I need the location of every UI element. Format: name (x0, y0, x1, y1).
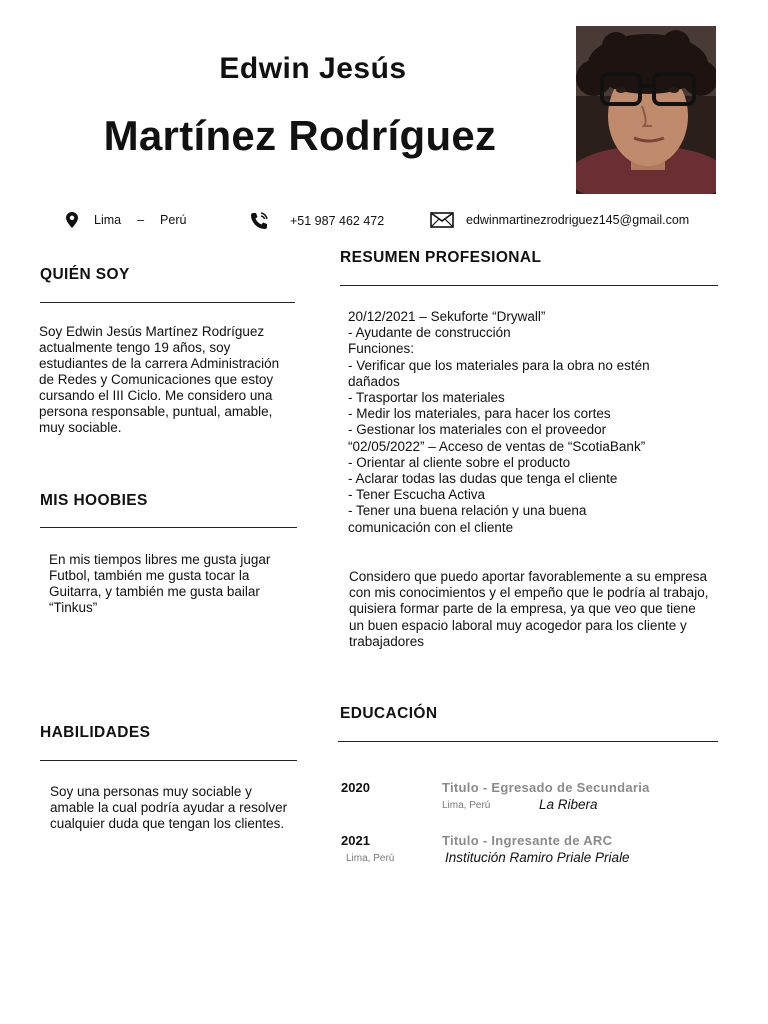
about-divider (40, 302, 295, 303)
summary-line: - Medir los materiales, para hacer los cortes (348, 406, 611, 422)
contact-phone (250, 212, 384, 230)
education-institution: La Ribera (539, 797, 598, 812)
summary-line: “02/05/2022” – Acceso de ventas de “ScotiaBank” (348, 438, 646, 454)
summary-line: 20/12/2021 – Sekuforte “Drywall” (348, 309, 546, 324)
location-city: Lima (94, 213, 122, 227)
portrait-illustration (576, 26, 716, 194)
location-country: Perú (160, 213, 187, 227)
summary-line: - Tener una buena relación y una buena (348, 503, 587, 519)
education-place: Lima, Perú (442, 800, 491, 811)
about-heading: QUIÉN SOY (40, 266, 130, 283)
education-title: Titulo - Egresado de Secundaria (442, 780, 650, 795)
skills-heading: HABILIDADES (40, 724, 151, 741)
summary-line: - Trasportar los materiales (348, 390, 505, 406)
education-place: Lima, Perú (346, 853, 395, 864)
education-divider (338, 741, 718, 742)
summary-line: comunicación con el cliente (348, 519, 514, 535)
summary-heading: RESUMEN PROFESIONAL (340, 249, 542, 266)
email-address[interactable]: edwinmartinezrodriguez145@gmail.com (466, 213, 690, 227)
hobbies-divider (40, 527, 297, 528)
first-name: Edwin Jesús (219, 52, 407, 85)
summary-line: - Ayudante de construcción (348, 325, 511, 341)
contact-location (66, 212, 186, 228)
phone-number[interactable]: +51 987 462 472 (290, 214, 385, 228)
summary-line: Funciones: (348, 341, 415, 357)
summary-divider (340, 285, 718, 286)
location-dash: – (137, 213, 145, 227)
education-year: 2020 (341, 780, 370, 795)
profile-photo (576, 26, 716, 194)
summary-line: - Gestionar los materiales con el proveedor (348, 422, 607, 438)
education-year: 2021 (341, 833, 370, 848)
hobbies-text: En mis tiempos libres me gusta jugar Futbol, también me gusta tocar la Guitarra, y también me gusta bailar “Tinkus” (49, 552, 271, 615)
summary-line: - Verificar que los materiales para la obra no estén (348, 357, 650, 373)
education-title: Titulo - Ingresante de ARC (442, 833, 613, 848)
last-name: Martínez Rodríguez (103, 112, 497, 159)
contact-email (430, 212, 689, 228)
skills-text: Soy una personas muy sociable y amable la cual podría ayudar a resolver cualquier duda que tengan los clientes. (50, 784, 288, 831)
summary-line: - Orientar al cliente sobre el producto (348, 454, 571, 470)
phone-icon (250, 212, 268, 230)
summary-line: - Aclarar todas las dudas que tenga el cliente (348, 471, 618, 487)
summary-closing: Considero que puedo aportar favorablemente a su empresa con mis conocimientos y el empeño que le podría al trabajo, quisiera formar parte de la empresa, ya que veo que tiene un buen espacio laboral muy acogedor para los cliente y trabajadores (349, 569, 709, 649)
education-heading: EDUCACIÓN (340, 705, 438, 722)
education-institution: Institución Ramiro Priale Priale (445, 850, 630, 865)
about-text: Soy Edwin Jesús Martínez Rodríguez actualmente tengo 19 años, soy estudiantes de la carrera Administración de Redes y Comunicaciones que estoy cursando el III Ciclo. Me considero una persona responsable, puntual, amable, muy sociable. (39, 324, 280, 435)
summary-line: dañados (348, 373, 400, 389)
skills-divider (40, 760, 297, 761)
summary-list (348, 309, 718, 536)
map-pin-icon (66, 212, 78, 228)
envelope-icon (430, 212, 454, 228)
hobbies-heading: MIS HOOBIES (40, 492, 148, 509)
summary-line: - Tener Escucha Activa (348, 487, 486, 503)
